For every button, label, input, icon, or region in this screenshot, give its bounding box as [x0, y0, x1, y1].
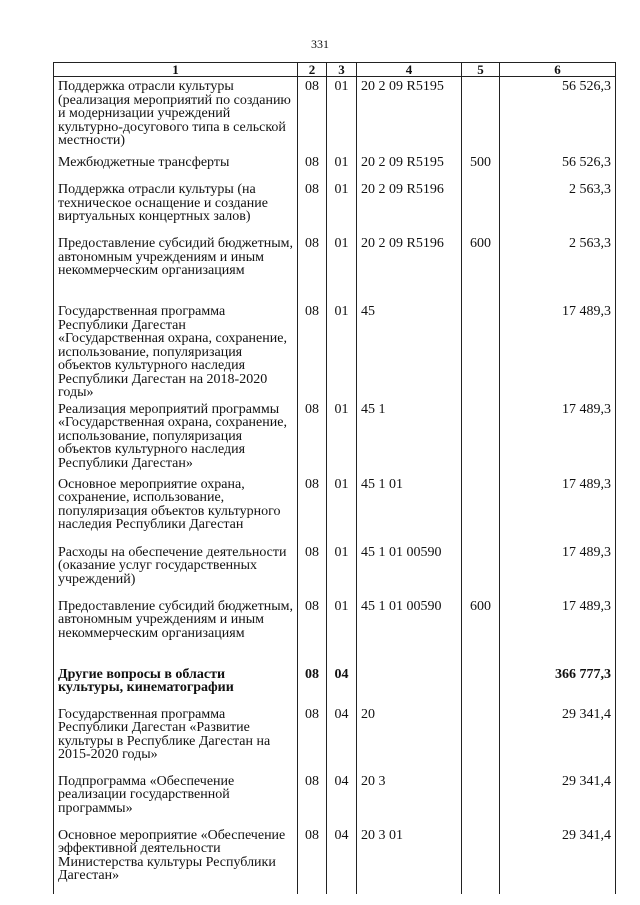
row-name: Расходы на обеспечение деятельности (оказание услуг государственных учреждений)	[54, 543, 298, 597]
row-subsection: 01	[327, 153, 357, 180]
row-name: Поддержка отрасли культуры (реализация мероприятий по созданию и модернизации учреждений культурно-досугового типа в сельской местности)	[54, 77, 298, 154]
table-row	[54, 234, 616, 302]
row-expense-type	[462, 180, 500, 234]
page-number: 331	[311, 37, 329, 51]
row-subsection: 01	[327, 597, 357, 665]
row-amount: 366 777,3	[500, 665, 616, 705]
row-expense-type: 500	[462, 153, 500, 180]
row-name: Государственная программа Республики Дагестан «Развитие культуры в Республике Дагестан на 2015-2020 годы»	[54, 705, 298, 772]
row-target-article: 20 2 09 R5196	[357, 180, 462, 234]
row-amount: 17 489,3	[500, 475, 616, 543]
row-amount: 56 526,3	[500, 153, 616, 180]
row-subsection: 04	[327, 665, 357, 705]
row-expense-type: 600	[462, 597, 500, 665]
row-name: Государственная программа Республики Дагестан «Государственная охрана, сохранение, использование, популяризация объектов культурного наследия Республики Дагестан на 2018-2020 годы»	[54, 302, 298, 400]
table-row	[54, 826, 616, 894]
row-expense-type: 600	[462, 234, 500, 302]
row-expense-type	[462, 475, 500, 543]
row-name: Реализация мероприятий программы «Государственная охрана, сохранение, использование, популяризация объектов культурного наследия Республики Дагестан»	[54, 400, 298, 475]
row-amount: 2 563,3	[500, 180, 616, 234]
row-amount: 29 341,4	[500, 826, 616, 894]
budget-table	[53, 62, 616, 894]
row-expense-type	[462, 302, 500, 400]
row-amount: 17 489,3	[500, 400, 616, 475]
row-subsection: 01	[327, 234, 357, 302]
row-expense-type	[462, 543, 500, 597]
row-subsection: 01	[327, 180, 357, 234]
row-section: 08	[298, 705, 327, 772]
table-row	[54, 302, 616, 400]
row-target-article	[357, 665, 462, 705]
row-target-article: 45 1 01 00590	[357, 543, 462, 597]
row-expense-type	[462, 772, 500, 826]
table-row	[54, 772, 616, 826]
table-row	[54, 705, 616, 772]
row-target-article: 20 3 01	[357, 826, 462, 894]
row-amount: 29 341,4	[500, 772, 616, 826]
row-section: 08	[298, 772, 327, 826]
row-name: Другие вопросы в области культуры, кинематографии	[54, 665, 298, 705]
row-name: Предоставление субсидий бюджетным, автономным учреждениям и иным некоммерческим организациям	[54, 597, 298, 665]
row-expense-type	[462, 705, 500, 772]
row-target-article: 20 2 09 R5196	[357, 234, 462, 302]
column-header-3: 3	[327, 63, 357, 77]
row-subsection: 01	[327, 475, 357, 543]
row-name: Межбюджетные трансферты	[54, 153, 298, 180]
row-subsection: 04	[327, 772, 357, 826]
table-row	[54, 400, 616, 475]
column-header-5: 5	[462, 63, 500, 77]
row-subsection: 01	[327, 77, 357, 154]
row-subsection: 04	[327, 826, 357, 894]
row-amount: 17 489,3	[500, 302, 616, 400]
row-expense-type	[462, 77, 500, 154]
row-name: Подпрограмма «Обеспечение реализации государственной программы»	[54, 772, 298, 826]
column-header-1: 1	[54, 63, 298, 77]
row-section: 08	[298, 180, 327, 234]
column-header-6: 6	[500, 63, 616, 77]
row-expense-type	[462, 665, 500, 705]
row-subsection: 01	[327, 302, 357, 400]
row-section: 08	[298, 153, 327, 180]
row-target-article: 45 1 01	[357, 475, 462, 543]
row-amount: 17 489,3	[500, 543, 616, 597]
row-target-article: 20 3	[357, 772, 462, 826]
table-body	[54, 77, 616, 894]
row-subsection: 01	[327, 400, 357, 475]
row-target-article: 45	[357, 302, 462, 400]
row-section: 08	[298, 665, 327, 705]
row-target-article: 20 2 09 R5195	[357, 77, 462, 154]
row-amount: 17 489,3	[500, 597, 616, 665]
row-amount: 29 341,4	[500, 705, 616, 772]
row-section: 08	[298, 400, 327, 475]
row-target-article: 20	[357, 705, 462, 772]
table-row	[54, 597, 616, 665]
row-target-article: 20 2 09 R5195	[357, 153, 462, 180]
table-row	[54, 153, 616, 180]
row-target-article: 45 1	[357, 400, 462, 475]
row-expense-type	[462, 826, 500, 894]
row-subsection: 04	[327, 705, 357, 772]
column-header-4: 4	[357, 63, 462, 77]
row-section: 08	[298, 597, 327, 665]
row-section: 08	[298, 826, 327, 894]
table-row	[54, 543, 616, 597]
table-row	[54, 665, 616, 705]
row-subsection: 01	[327, 543, 357, 597]
row-name: Основное мероприятие «Обеспечение эффективной деятельности Министерства культуры Республики Дагестан»	[54, 826, 298, 894]
row-section: 08	[298, 475, 327, 543]
row-section: 08	[298, 234, 327, 302]
row-section: 08	[298, 302, 327, 400]
row-expense-type	[462, 400, 500, 475]
row-amount: 56 526,3	[500, 77, 616, 154]
row-target-article: 45 1 01 00590	[357, 597, 462, 665]
row-name: Основное мероприятие охрана, сохранение, использование, популяризация объектов культурного наследия Республики Дагестан	[54, 475, 298, 543]
table-row	[54, 475, 616, 543]
table-row	[54, 180, 616, 234]
row-section: 08	[298, 77, 327, 154]
table-row	[54, 77, 616, 154]
column-header-2: 2	[298, 63, 327, 77]
table-header-row	[54, 63, 616, 77]
row-section: 08	[298, 543, 327, 597]
row-amount: 2 563,3	[500, 234, 616, 302]
row-name: Поддержка отрасли культуры (на техническое оснащение и создание виртуальных концертных залов)	[54, 180, 298, 234]
row-name: Предоставление субсидий бюджетным, автономным учреждениям и иным некоммерческим организациям	[54, 234, 298, 302]
